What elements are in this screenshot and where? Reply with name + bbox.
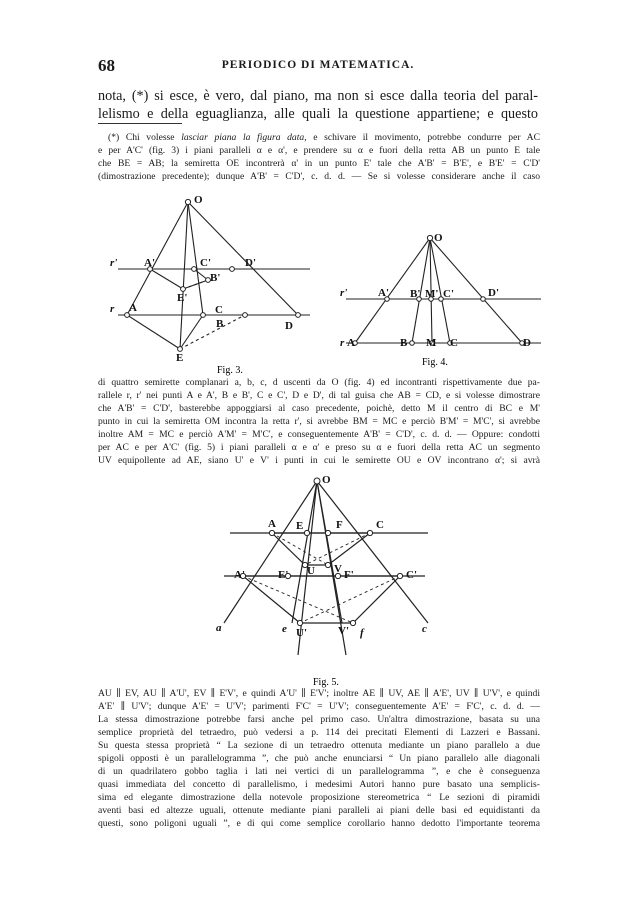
point-A — [269, 530, 274, 535]
label-A-prime: A' — [144, 257, 155, 269]
text-line: A'E' ∥ U'V'; dunque A'E' = U'V'; parimenti F'C' = U'V'; conseguentemente A'E' = F'C', c. d. d. — — [98, 701, 540, 712]
footnote-text: (*) Chi volesse — [108, 132, 182, 143]
footnote-line: che BE = AB; la semiretta OE incontrerà α' in un punto E' tale che A'B' = B'E', e B'E' = C'D' — [98, 158, 540, 169]
text-line: aventi basi ed altezze uguali, ottenute mediante piani paralleli ai piani delle basi ed equidistanti da — [98, 805, 540, 816]
label-E: E — [176, 352, 184, 364]
point-C-prime — [397, 573, 402, 578]
text-line: quasi immediata del concetto di parallelismo, i medesimi Autori hanno pure basato una semplicis- — [98, 779, 540, 790]
point-V-prime — [350, 620, 355, 625]
dashed-CU — [305, 533, 370, 565]
label-D: D — [523, 337, 531, 349]
dashed-EB — [180, 315, 245, 349]
label-C: C — [376, 519, 384, 531]
text-line: UV equipollente ad AE, siano U' e V' i punti in cui le semirette OU e OV incontrano α'; si avrà — [98, 455, 540, 466]
label-O: O — [434, 232, 443, 244]
body-line: nota, (*) si esce, è vero, dal piano, ma non si esce dalla teoria del paral- — [98, 88, 538, 104]
text-line: spigoli opposti è un parallelogramma ”, che può anche enunciarsi “ Un piano parallelo alle diagonali — [98, 753, 540, 764]
label-F: F — [336, 519, 343, 531]
point-O — [314, 478, 320, 484]
text-line: AU ∥ EV, AU ∥ A'U', EV ∥ E'V', e quindi A'U' ∥ E'V'; inoltre AE ∥ UV, AE ∥ A'E', UV ∥ U'V', e quindi — [98, 688, 540, 699]
label-C: C — [215, 304, 223, 316]
footnote-rule — [98, 123, 182, 124]
text-line: sima ed elegante dimostrazione della notevole proposizione stereometrica “ Le sezioni di piramidi — [98, 792, 540, 803]
footnote-line: (dimostrazione precedente); dunque A'B' = C'D', c. d. d. — Se si volesse considerare anche il caso — [98, 171, 540, 182]
point-E-prime — [181, 287, 186, 292]
ray-a — [224, 481, 317, 623]
point-E — [304, 530, 309, 535]
label-r-prime: r' — [340, 287, 348, 299]
section-AUVC — [272, 533, 370, 565]
section-A1U1V1C1 — [243, 576, 400, 623]
label-a: a — [216, 622, 222, 634]
label-U-prime: U' — [296, 627, 307, 639]
footnote-text: , e schivare il movimento, potrebbe condurre per AC — [304, 132, 540, 143]
point-E — [178, 347, 183, 352]
label-e: e — [282, 623, 287, 635]
point-F — [325, 530, 330, 535]
label-E-prime: E' — [177, 292, 188, 304]
label-C-prime: C' — [443, 288, 454, 300]
label-E: E — [296, 520, 304, 532]
running-title: PERIODICO DI MATEMATICA. — [221, 59, 415, 71]
point-C-prime — [192, 267, 197, 272]
segment-AE — [127, 315, 180, 349]
text-line: per AC e per A'C' (fig. 5) i piani paralleli α e α' e preso su α e fuori della retta AC un segmento — [98, 442, 540, 453]
text-line: La stessa dimostrazione potrebbe farsi anche pel primo caso. Un'altra dimostrazione, basata su una — [98, 714, 540, 725]
point-D — [296, 313, 301, 318]
figure-3-caption: Fig. 3. — [217, 365, 243, 376]
text-line: semplice proprietà del tetraedro, può vedersi a p. 114 dei precitati Elementi di Lazzeri e Bassani. — [98, 727, 540, 738]
label-r-prime: r' — [110, 257, 118, 269]
footnote-italic-text: lasciar piana la figura data — [181, 132, 305, 143]
point-C — [201, 313, 206, 318]
body-line: lelismo e della eguaglianza, alle quali la questione appartiene; e questo — [98, 106, 538, 122]
ray-OE — [180, 202, 188, 349]
figure-4-caption: Fig. 4. — [422, 357, 448, 368]
label-A-prime: A' — [234, 569, 245, 581]
figure-4 — [338, 226, 548, 374]
label-r: r — [340, 337, 345, 349]
ray-c — [317, 481, 428, 623]
dashed-C1U1 — [300, 576, 400, 623]
point-C — [367, 530, 372, 535]
label-F-prime: F' — [344, 569, 354, 581]
segment-A1E1 — [150, 269, 183, 289]
point-V — [325, 562, 330, 567]
label-A-prime: A' — [378, 287, 389, 299]
footnote-line: e per A'C' (fig. 3) i piani paralleli α e α', e prendere su α e fuori della retta AB un punto E tale — [98, 145, 540, 156]
label-B: B — [216, 318, 224, 330]
text-line: rallele r, r' nei punti A e A', B e B', C e C', D e D', di tal guisa che AB = CD, e si volesse dimostrare — [98, 390, 540, 401]
label-B-prime: B' — [210, 272, 221, 284]
point-U-prime — [297, 620, 302, 625]
label-U: U — [307, 565, 315, 577]
segment-EC — [180, 315, 203, 349]
label-f: f — [360, 627, 364, 639]
label-B: B — [400, 337, 408, 349]
label-r: r — [110, 303, 115, 315]
point-B — [410, 341, 415, 346]
label-M-prime: M' — [425, 288, 439, 300]
text-line: che A'B' = C'D', basterebbe appoggiarsi al caso precedente, poichè, detto M il centro di BC e M' — [98, 403, 540, 414]
figure-5 — [210, 470, 450, 695]
text-line: Su questa stessa proprietà “ La sezione di un tetraedro ottenuta mediante un piano parallelo a due — [98, 740, 540, 751]
text-line: inoltre AM = MC e perciò A'M' = M'C', e conseguentemente A'B' = C'D', c. d. d. — Oppure: condotti — [98, 429, 540, 440]
page-number: 68 — [98, 56, 115, 75]
text-line: di un quadrilatero gobbo taglia i lati nei vertici di un parallelogramma ”, e che è conseguenza — [98, 766, 540, 777]
point-O — [185, 199, 190, 204]
label-D-prime: D' — [488, 287, 499, 299]
label-B-prime: B' — [410, 288, 421, 300]
figure-3 — [98, 188, 320, 378]
label-c: c — [422, 623, 427, 635]
label-C: C — [450, 337, 458, 349]
page-header — [98, 56, 538, 76]
label-E-prime: E' — [278, 569, 289, 581]
point-O — [427, 235, 432, 240]
label-V-prime: V' — [338, 625, 349, 637]
label-V: V — [334, 563, 342, 575]
label-A: A — [268, 518, 276, 530]
label-A: A — [347, 337, 355, 349]
label-O: O — [322, 474, 331, 486]
label-D: D — [285, 320, 293, 332]
text-line: questi, sono poligoni uguali ”, e di qui come semplice corollario hanno dedotto l'importante teorema — [98, 818, 540, 829]
text-line: punto in cui la semiretta OM incontra la retta r', si avrebbe BM = MC e perciò B'M' = M'C', si avrebbe — [98, 416, 540, 427]
point-D-prime — [481, 297, 486, 302]
figure-5-caption: Fig. 5. — [313, 677, 339, 688]
label-O: O — [194, 194, 203, 206]
label-M: M — [426, 337, 437, 349]
label-C-prime: C' — [200, 257, 211, 269]
point-D-prime — [230, 267, 235, 272]
footnote-line — [108, 132, 540, 144]
point-B — [243, 313, 248, 318]
text-line: di quattro semirette complanari a, b, c, d uscenti da O (fig. 4) ed incontranti rispettivamente due pa- — [98, 377, 540, 388]
label-A: A — [129, 302, 137, 314]
label-C-prime: C' — [406, 569, 417, 581]
label-D-prime: D' — [245, 257, 256, 269]
